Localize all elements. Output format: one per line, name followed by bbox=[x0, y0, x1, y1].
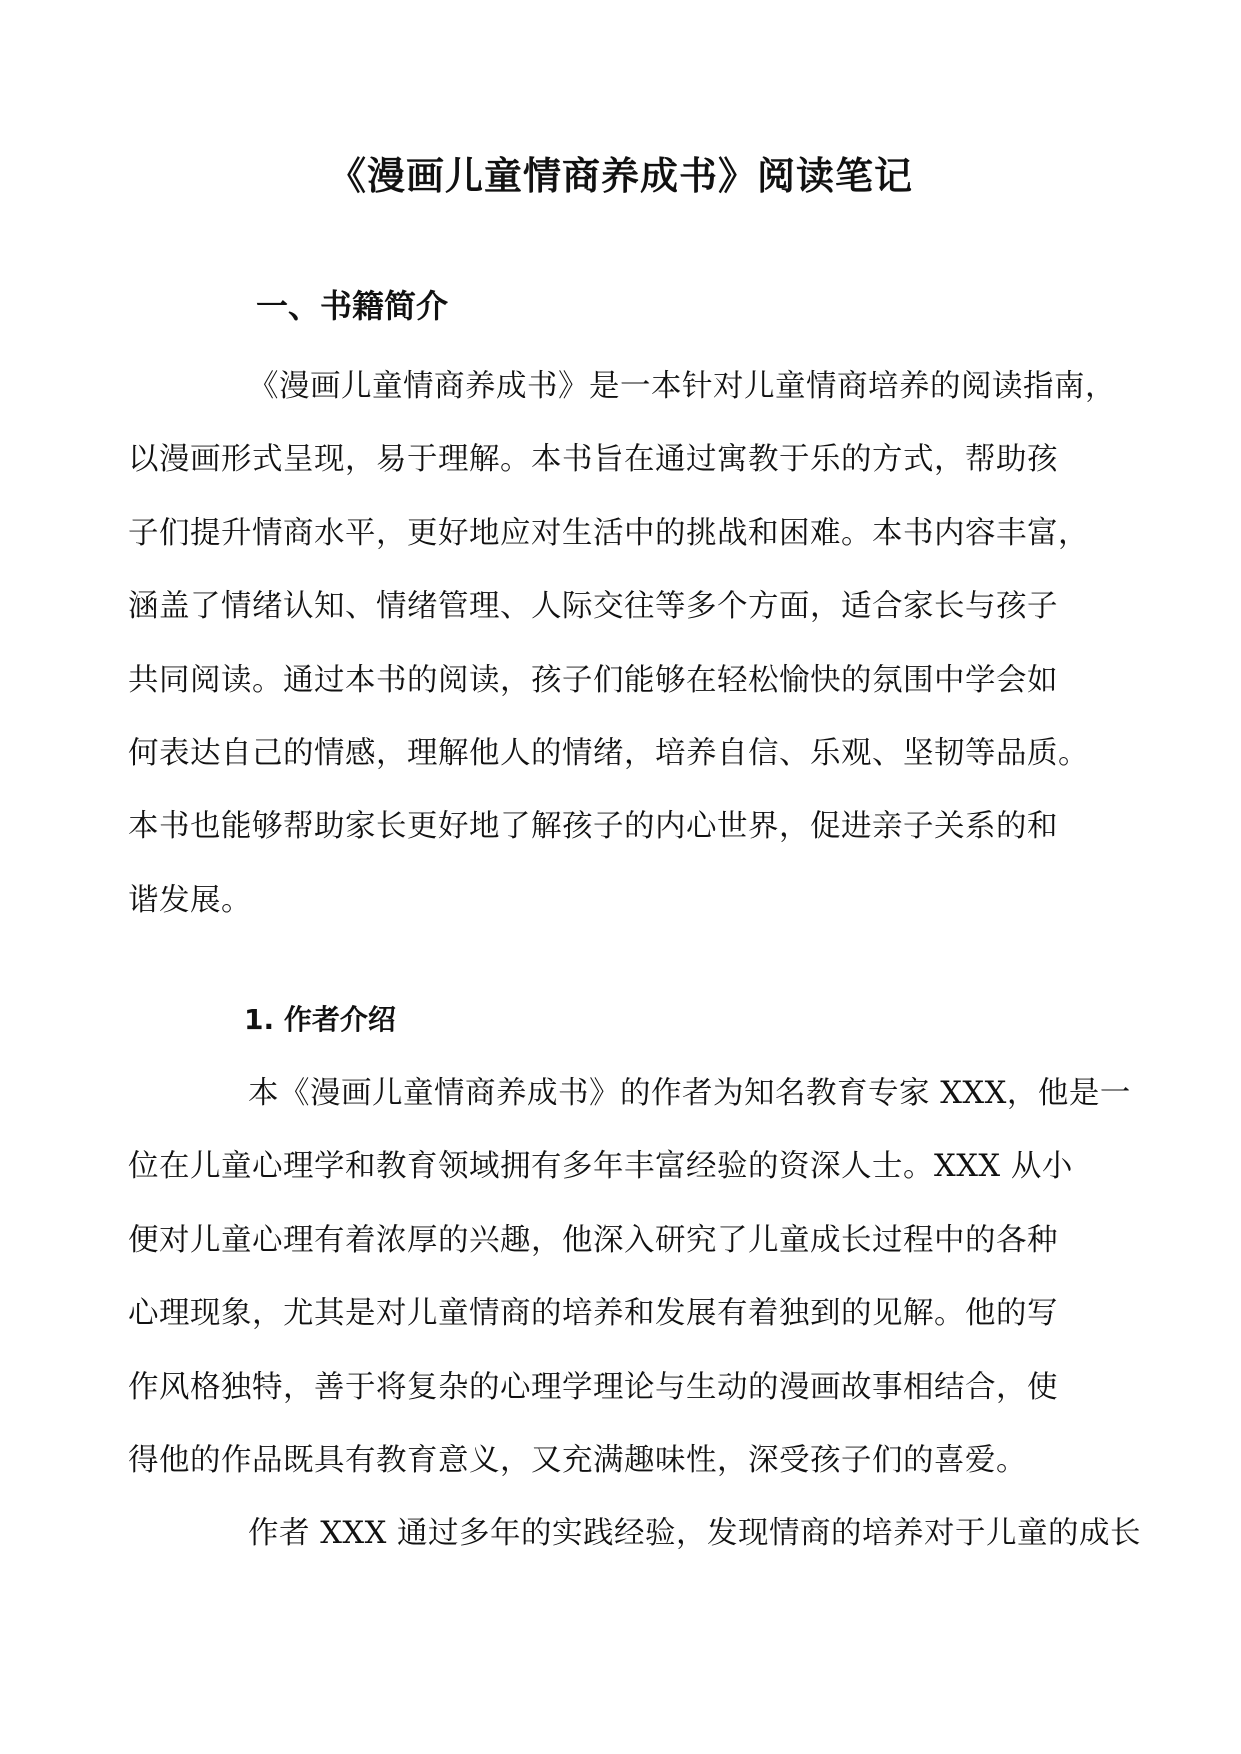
paragraph-line: 以漫画形式呈现，易于理解。本书旨在通过寓教于乐的方式，帮助孩 bbox=[128, 442, 1058, 478]
paragraph-book-intro bbox=[128, 350, 1116, 937]
paragraph-line: 便对儿童心理有着浓厚的兴趣，他深入研究了儿童成长过程中的各种 bbox=[128, 1222, 1058, 1258]
paragraph-line: 位在儿童心理学和教育领域拥有多年丰富经验的资深人士。XXX 从小 bbox=[128, 1149, 1073, 1185]
paragraph-line: 谐发展。 bbox=[128, 882, 252, 918]
paragraph-line: 作者 XXX 通过多年的实践经验，发现情商的培养对于儿童的成长 bbox=[248, 1516, 1142, 1552]
paragraph-line: 本《漫画儿童情商养成书》的作者为知名教育专家 XXX，他是一 bbox=[248, 1076, 1131, 1111]
paragraph-line: 涵盖了情绪认知、情绪管理、人际交往等多个方面，适合家长与孩子 bbox=[128, 589, 1058, 625]
paragraph-line: 心理现象，尤其是对儿童情商的培养和发展有着独到的见解。他的写 bbox=[128, 1296, 1058, 1332]
paragraph-line: 作风格独特，善于将复杂的心理学理论与生动的漫画故事相结合，使 bbox=[128, 1369, 1058, 1405]
paragraph-line: 子们提升情商水平，更好地应对生活中的挑战和困难。本书内容丰富， bbox=[128, 515, 1089, 551]
paragraph-line: 《漫画儿童情商养成书》是一本针对儿童情商培养的阅读指南， bbox=[248, 369, 1116, 404]
section-heading-book-intro: 一、书籍简介 bbox=[256, 287, 449, 325]
subsection-heading-author-intro: 1. 作者介绍 bbox=[244, 1003, 396, 1036]
paragraph-line: 本书也能够帮助家长更好地了解孩子的内心世界，促进亲子关系的和 bbox=[128, 809, 1058, 845]
paragraph-line: 何表达自己的情感，理解他人的情绪，培养自信、乐观、坚韧等品质。 bbox=[128, 736, 1089, 772]
paragraph-line: 得他的作品既具有教育意义，又充满趣味性，深受孩子们的喜爱。 bbox=[128, 1443, 1027, 1479]
document-title: 《漫画儿童情商养成书》阅读笔记 bbox=[327, 154, 913, 198]
paragraph-author-intro bbox=[128, 1057, 1142, 1571]
paragraph-line: 共同阅读。通过本书的阅读，孩子们能够在轻松愉快的氛围中学会如 bbox=[128, 662, 1058, 698]
